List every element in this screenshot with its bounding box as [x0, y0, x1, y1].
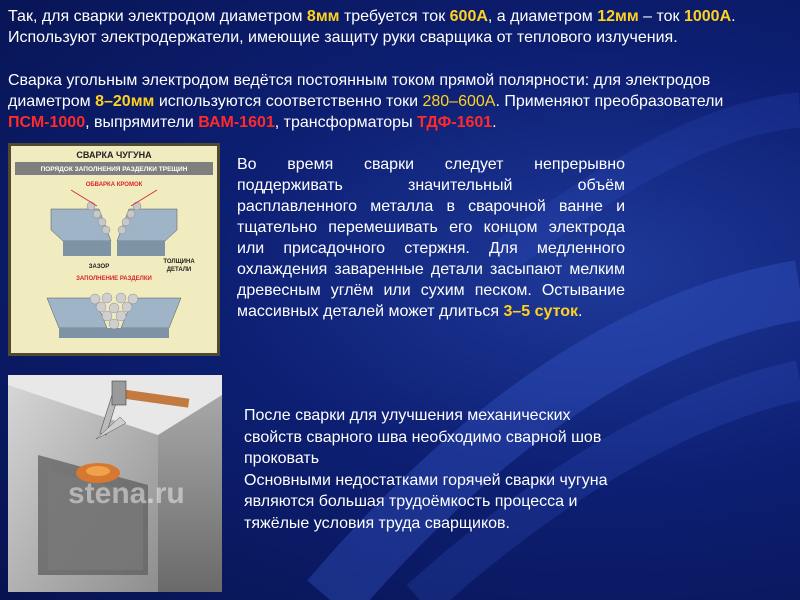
forging-graphic: [8, 375, 222, 592]
diagram-header: СВАРКА ЧУГУНА: [76, 150, 152, 160]
paragraph-carbon-electrode: [8, 70, 793, 133]
value-8-20mm: 8–20мм: [95, 93, 155, 110]
label-thickness-2: ДЕТАЛИ: [166, 267, 192, 273]
text: используются соответственно токи: [154, 93, 423, 110]
text: Сварка угольным электродом ведётся постоянным током прямой полярности: для электродов диаметром: [8, 72, 711, 110]
text: , а диаметром: [487, 8, 598, 25]
value-1000a: 1000А: [683, 8, 732, 25]
forging-text: После сварки для улучшения механических свойств сварного шва необходимо сварной шов проковать: [244, 407, 602, 467]
value-12mm: 12мм: [597, 8, 639, 25]
text: .: [577, 303, 583, 320]
cast-iron-welding-diagram: [8, 143, 220, 356]
text: требуется ток: [339, 8, 450, 25]
label-gap: ЗАЗОР: [88, 264, 110, 270]
paragraph-electrode-current: [8, 6, 793, 48]
label-fill: ЗАПОЛНЕНИЕ РАЗДЕЛКИ: [76, 276, 152, 282]
value-3-5-days: 3–5 суток: [503, 303, 578, 320]
text: Так, для сварки электродом диаметром: [8, 8, 307, 25]
diagram-graphic: [11, 146, 217, 353]
text: , трансформаторы: [274, 114, 418, 131]
label-edges: ОБВАРКА КРОМОК: [85, 182, 143, 188]
diagram-subheader: ПОРЯДОК ЗАПОЛНЕНИЯ РАЗДЕЛКИ ТРЕЩИН: [40, 166, 188, 173]
drawbacks-text: Основными недостатками горячей сварки чугуна являются большая трудоёмкость процесса и тяжёлые условия труда сварщиков.: [244, 471, 608, 532]
weld-forging-illustration: [8, 375, 222, 592]
watermark: stena.ru: [68, 477, 185, 510]
text: . Применяют преобразователи: [495, 93, 724, 110]
value-8mm: 8мм: [306, 8, 340, 25]
value-tdf-1601: ТДФ-1601: [417, 114, 493, 131]
paragraph-slow-cooling: [237, 154, 625, 322]
paragraph-forging-drawbacks: [244, 405, 614, 534]
text: , выпрямители: [85, 114, 199, 131]
text: .: [492, 114, 497, 131]
label-thickness-1: ТОЛЩИНА: [163, 259, 195, 265]
text: Во время сварки следует непрерывно поддерживать значительный объём расплавленного металла в сварочной ванне и тщательно перемешивать его концом электрода или присадочного стержня. Для медленного охлаждения заваренные детали засыпают мелким древесным углём или сухим песком. Остывание массивных деталей может длиться: [237, 156, 625, 320]
value-280-600a: 280–600А: [422, 93, 496, 110]
value-psm-1000: ПСМ-1000: [8, 114, 86, 131]
text: . Используют электродержатели, имеющие защиту руки сварщика от теплового излучения.: [8, 8, 736, 46]
text: – ток: [638, 8, 684, 25]
value-vam-1601: ВАМ-1601: [198, 114, 275, 131]
value-600a: 600А: [449, 8, 488, 25]
